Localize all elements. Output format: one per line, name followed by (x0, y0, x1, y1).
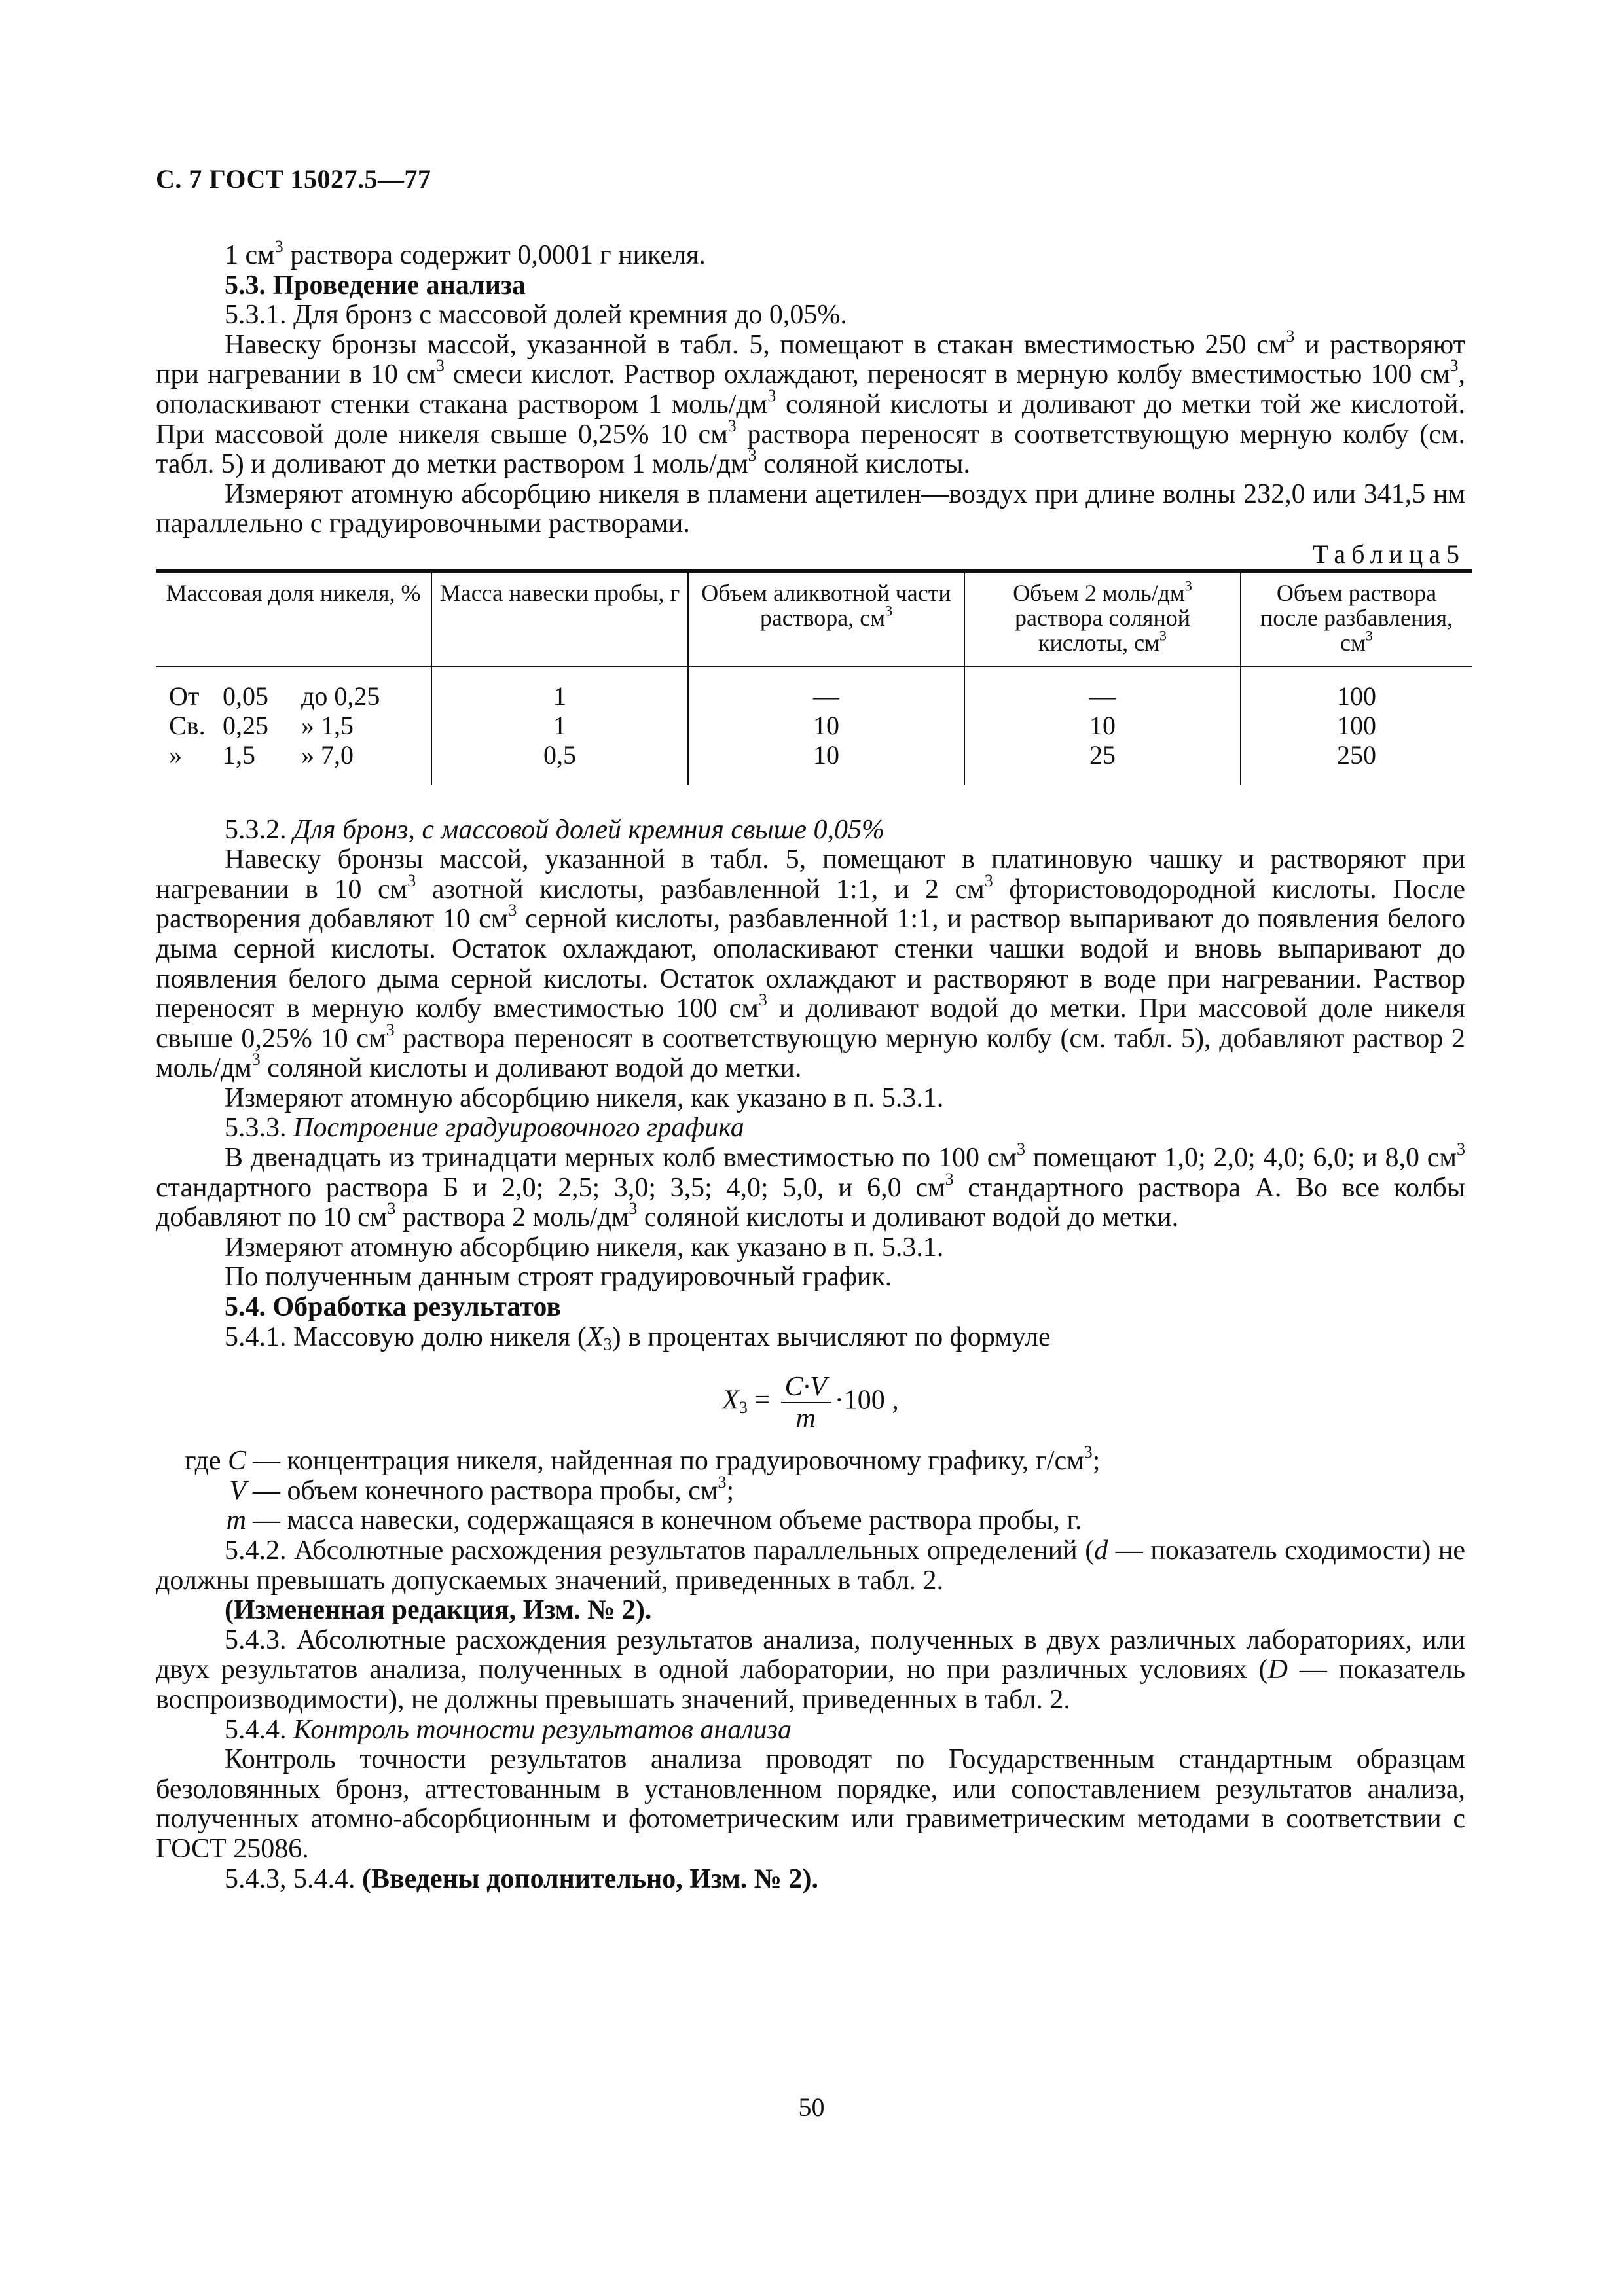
cell-mass: 1 (431, 711, 688, 740)
cell-hcl: — (964, 666, 1241, 711)
subsection-5-3-1: 5.3.1. Для бронз с массовой долей кремния до 0,05%. (225, 300, 847, 331)
cell-hcl: 25 (964, 740, 1241, 785)
document-body (156, 236, 1466, 1894)
section-heading-5-4: 5.4. Обработка результатов (225, 1292, 562, 1323)
cell-range: » 1,5 » 7,0 (169, 740, 354, 770)
col-header-aliquot-volume: Объем аликвотной части раствора, $см^3$ (688, 571, 964, 666)
subsection-5-3-2: 5.3.2. Для бронз, с массовой долей кремния свыше 0,05% (225, 814, 885, 845)
cell-aliquot: 10 (688, 740, 964, 785)
paragraph-absorption-measure: Измеряют атомную абсорбцию никеля в пламени ацетилен—воздух при длине волны 232,0 или 341,5 нм параллельно с градуировочными растворами. (156, 478, 1465, 539)
cell-range: От 0,05 до 0,25 (169, 681, 380, 711)
table-caption: Таблица5 (1312, 539, 1465, 569)
cell-aliquot: — (688, 666, 964, 711)
table-row (156, 740, 1472, 785)
cell-final: 250 (1241, 740, 1472, 785)
paragraph-measure-ref: Измеряют атомную абсорбцию никеля, как указано в п. 5.3.1. (225, 1083, 944, 1113)
table-row (156, 711, 1472, 740)
formula-legend-m: m — масса навески, содержащаяся в конечном объеме раствора пробы, г. (226, 1505, 1082, 1536)
paragraph-measure-ref-2: Измеряют атомную абсорбцию никеля, как указано в п. 5.3.1. (225, 1232, 944, 1263)
col-header-hcl-volume: Объем 2 моль/$дм^3$ раствора соляной кислоты, $см^3$ (964, 571, 1241, 666)
cell-aliquot: 10 (688, 711, 964, 740)
section-heading-5-3: 5.3. Проведение анализа (225, 270, 526, 300)
paragraph-sample-dissolution: Навеску бронзы массой, указанной в табл. 5, помещают в стакан вместимостью 250 $см^3$ и растворяют при нагревании в 10 $см^3$ смеси кислот. Раствор охлаждают, переносят в мерную колбу вместимостью 100 $см^3$, ополаскивают стенки стакана раствором 1 моль/$дм^3$ соляной кислоты и доливают до метки той же кислотой. При массовой доле никеля свыше 0,25% 10 $см^3$ раствора переносят в соответствующую мерную колбу (см. табл. 5) и доливают до метки раствором 1 моль/$дм^3$ соляной кислоты. (156, 326, 1466, 480)
cell-hcl: 10 (964, 711, 1241, 740)
formula-legend-v: V — объем конечного раствора пробы, $см^3$; (229, 1472, 735, 1506)
page-header: С. 7 ГОСТ 15027.5—77 (156, 164, 431, 194)
table-row (156, 666, 1472, 711)
paragraph-solution-content: 1 $см^3$ раствора содержит 0,0001 г никеля. (225, 236, 706, 270)
subsection-5-4-3: 5.4.3. Абсолютные расхождения результатов анализа, полученных в двух различных лабораториях, или двух результатов анализа, полученных в одной лаборатории, но при различных условиях (D — показатель воспроизводимости), не должны превышать значений, приведенных в табл. 2. (156, 1624, 1465, 1715)
cell-final: 100 (1241, 666, 1472, 711)
col-header-nickel-fraction: Массовая доля никеля, % (156, 571, 431, 666)
subsection-5-4-1: 5.4.1. Массовую долю никеля $(X_3)$ в процентах вычисляют по формуле (225, 1321, 1051, 1354)
subsection-5-3-3: 5.3.3. Построение градуировочного графика (225, 1113, 744, 1143)
subsection-5-4-2: 5.4.2. Абсолютные расхождения результатов параллельных определений (d — показатель сходимости) не должны превышать допускаемых значений, приведенных в табл. 2. (156, 1535, 1466, 1596)
page-number: 50 (798, 2092, 825, 2122)
paragraph-build-graph: По полученным данным строят градуировочный график. (225, 1262, 892, 1293)
amendment-note: (Измененная редакция, Изм. № 2). (225, 1595, 652, 1626)
col-header-final-volume: Объем раствора после разбавления, $см^3$ (1241, 571, 1472, 666)
cell-mass: 1 (431, 666, 688, 711)
subsection-5-4-4: 5.4.4. Контроль точности результатов анализа (225, 1714, 792, 1745)
paragraph-silicon-bronze-dissolution: Навеску бронзы массой, указанной в табл. 5, помещают в платиновую чашку и растворяют при нагревании в 10 $см^3$ азотной кислоты, разбавленной 1:1, и 2 $см^3$ фтористоводородной кислоты. После растворения добавляют 10 $см^3$ серной кислоты, разбавленной 1:1, и раствор выпаривают до появления белого дыма серной кислоты. Остаток охлаждают, ополаскивают стенки чашки водой и вновь выпаривают до появления белого дыма серной кислоты. Остаток охлаждают и растворяют в воде при нагревании. Раствор переносят в мерную колбу вместимостью 100 $см^3$ и доливают водой до метки. При массовой доле никеля свыше 0,25% 10 $см^3$ раствора переносят в соответствующую мерную колбу (см. табл. 5), добавляют раствор 2 моль/$дм^3$ соляной кислоты и доливают водой до метки. (156, 844, 1465, 1084)
cell-range: Св. 0,25 » 1,5 (169, 710, 354, 740)
col-header-sample-mass: Масса навески пробы, г (431, 571, 688, 666)
formula-legend-c: где C — концентрация никеля, найденная по градуировочному графику, $г/см^3$; (185, 1443, 1101, 1477)
paragraph-calibration-solutions: В двенадцать из тринадцати мерных колб вместимостью по 100 $см^3$ помещают 1,0; 2,0; 4,0; 6,0; и 8,0 $см^3$ стандартного раствора Б и 2,0; 2,5; 3,0; 3,5; 4,0; 5,0, и 6,0 $см^3$ стандартного раствора А. Во все колбы добавляют по 10 $см^3$ раствора 2 моль/$дм^3$ соляной кислоты и доливают водой до метки. (156, 1139, 1466, 1233)
cell-mass: 0,5 (431, 740, 688, 785)
amendment-note-2: 5.4.3, 5.4.4. (Введены дополнительно, Изм. № 2). (225, 1863, 818, 1894)
paragraph-accuracy-control: Контроль точности результатов анализа проводят по Государственным стандартным образцам безоловянных бронз, аттестованным в установленном порядке, или сопоставлением результатов анализа, полученных атомно-абсорбционным и фотометрическим или гравиметрическим методами в соответствии с ГОСТ 25086. (156, 1744, 1465, 1864)
cell-final: 100 (1241, 711, 1472, 740)
formula-nickel-fraction: $X_3$ = $\frac{C\cdot V}{m}$ ·100 , (722, 1372, 899, 1434)
table-5 (156, 569, 1472, 785)
